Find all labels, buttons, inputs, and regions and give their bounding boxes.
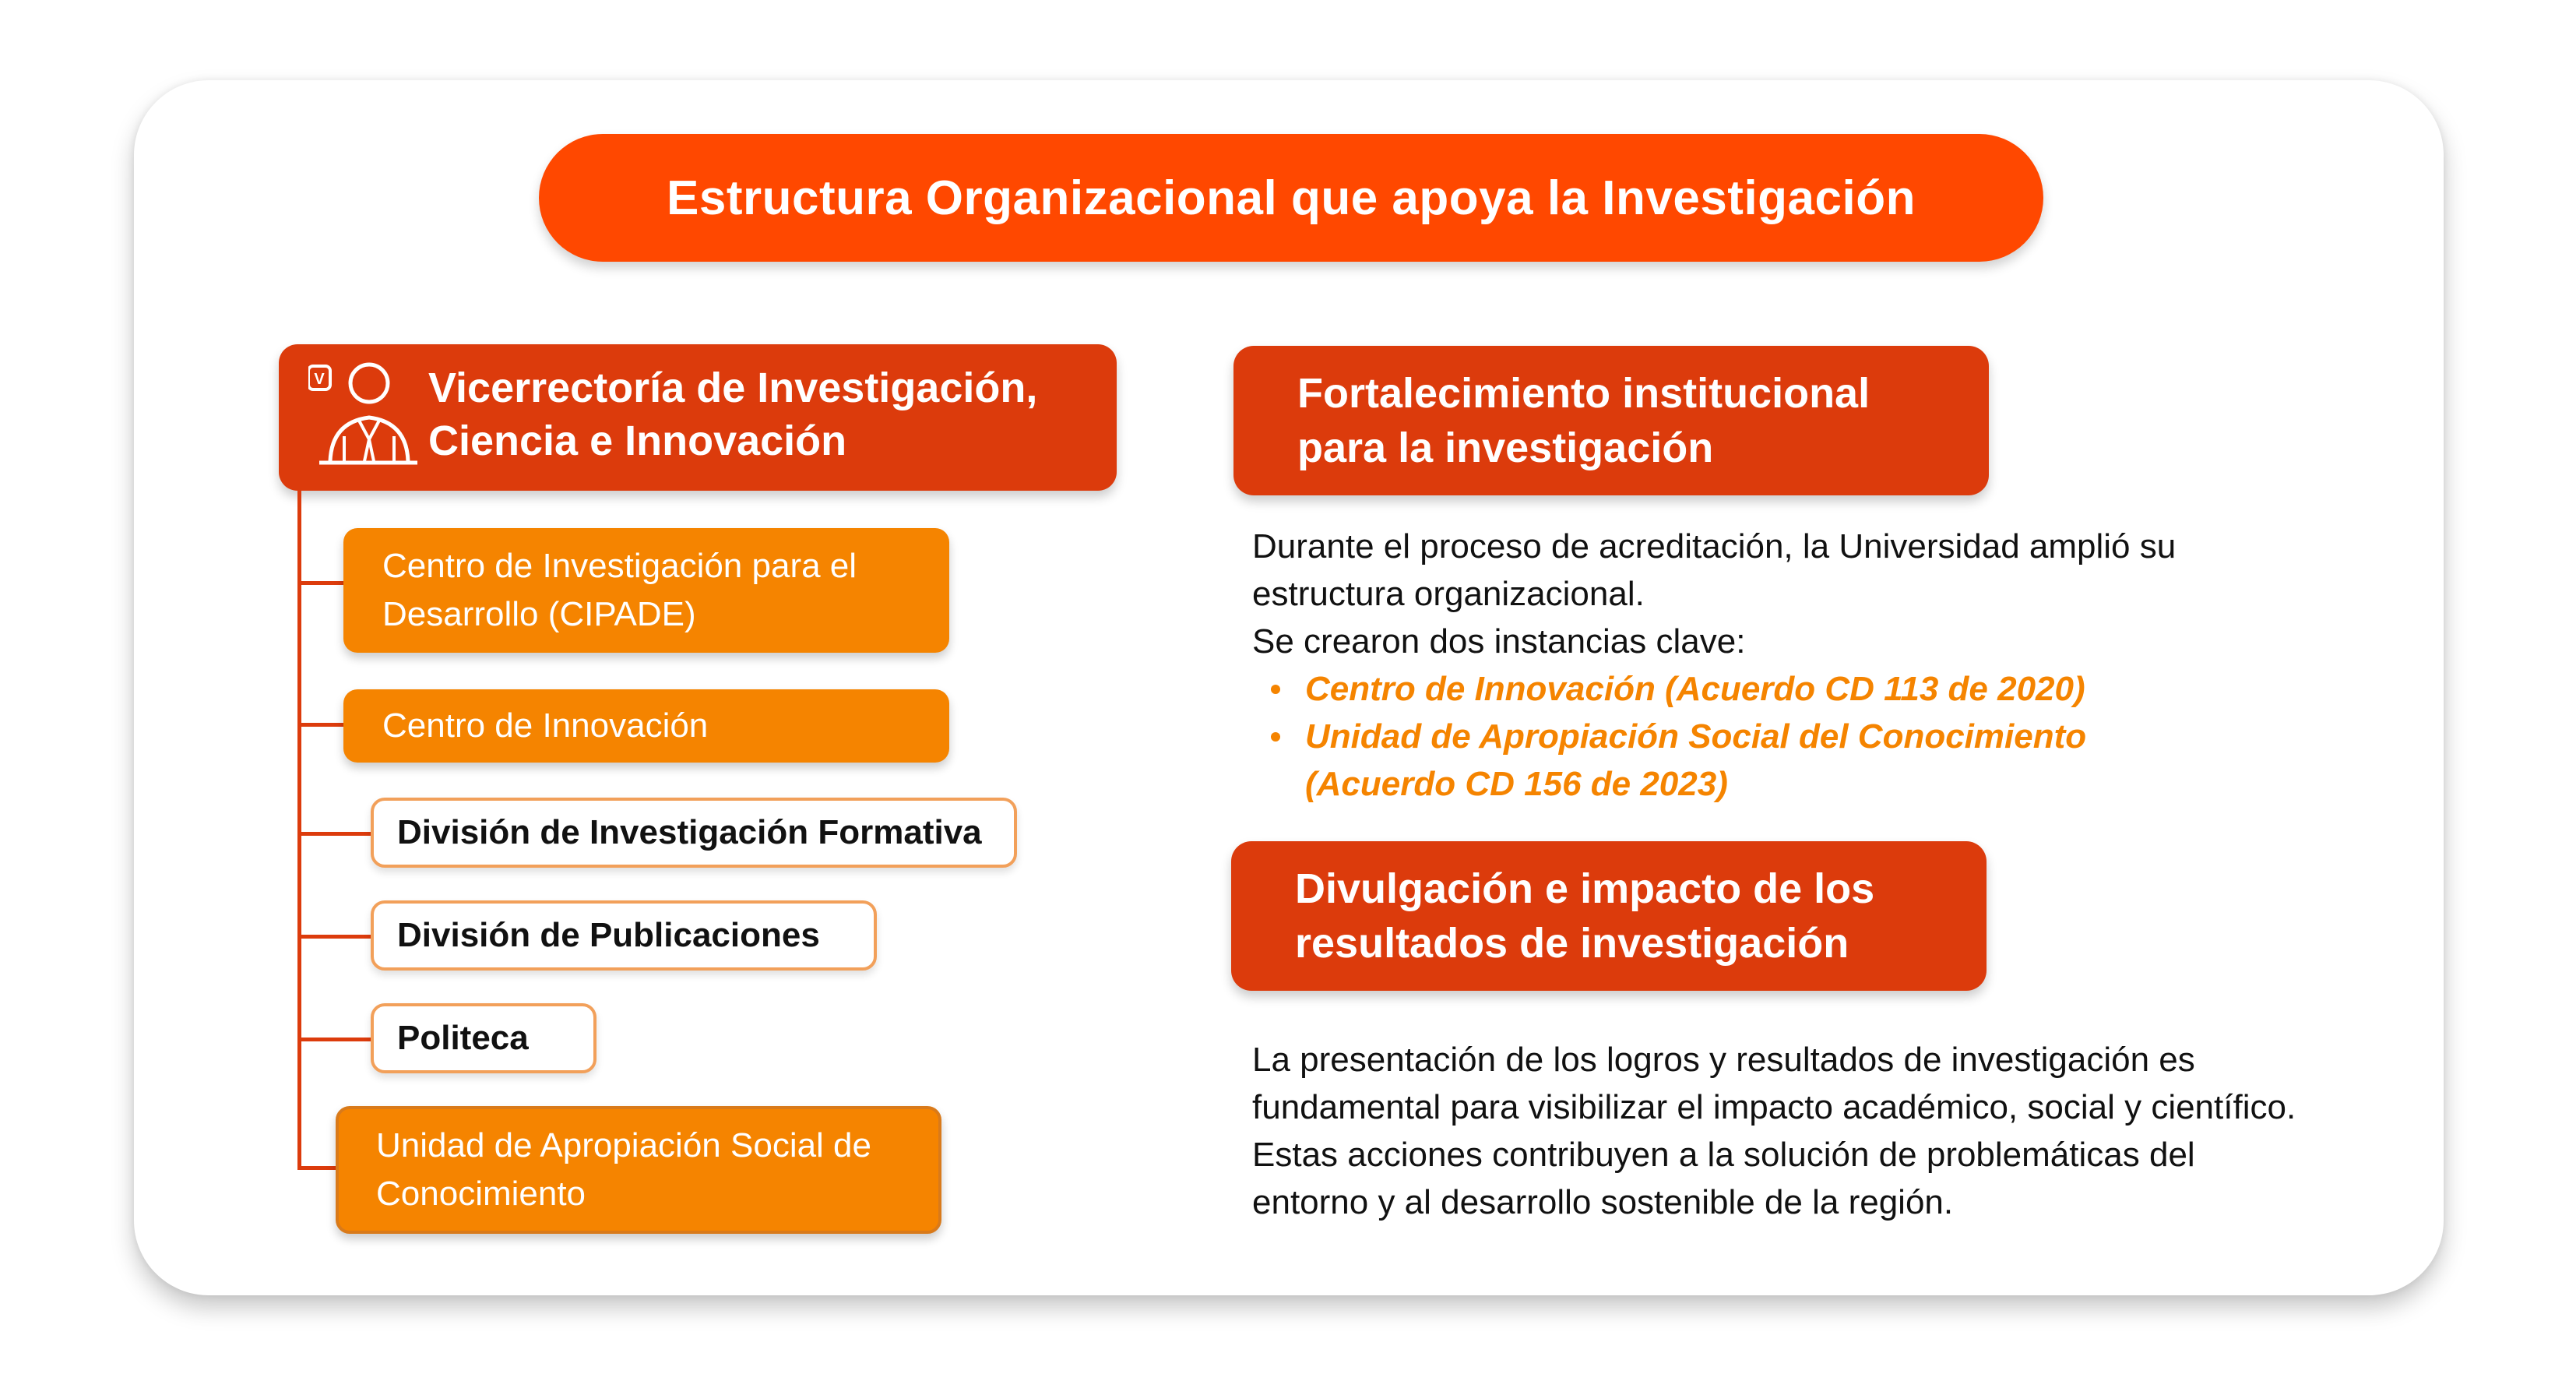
unit-investigacion-formativa: División de Investigación Formativa: [371, 798, 1017, 868]
branch-line: [297, 1038, 371, 1041]
branch-line: [297, 1166, 336, 1170]
vicerrectoria-title: Vicerrectoría de Investigación, Ciencia e Innovación: [428, 365, 1038, 464]
title-banner: [539, 134, 2043, 262]
unit-centro-innovacion: Centro de Innovación: [343, 689, 949, 763]
unit-publicaciones: División de Publicaciones: [371, 900, 877, 971]
unit-apropiacion-social: Unidad de Apropiación Social de Conocimiento: [336, 1106, 941, 1234]
divulgacion-heading: Divulgación e impacto de los resultados de investigación: [1231, 841, 1987, 991]
bullet-dot: [1271, 685, 1280, 694]
svg-text:V: V: [314, 371, 325, 388]
unit-cipade: Centro de Investigación para el Desarrollo (CIPADE): [343, 528, 949, 653]
branch-line: [297, 581, 344, 585]
fortalecimiento-heading: Fortalecimiento institucional para la investigación: [1233, 346, 1989, 495]
page-title: Estructura Organizacional que apoya la Investigación: [666, 171, 1916, 225]
bullet-dot: [1271, 732, 1280, 742]
branch-line: [297, 935, 371, 939]
person-badge-icon: [308, 361, 417, 478]
tree-trunk-line: [297, 491, 301, 1168]
instancias-list: [1252, 665, 2381, 808]
branch-line: [297, 723, 344, 727]
branch-line: [297, 832, 371, 836]
list-item: Unidad de Apropiación Social del Conocimiento (Acuerdo CD 156 de 2023): [1252, 713, 2381, 808]
unit-politeca: Politeca: [371, 1003, 596, 1073]
vicerrectoria-box: [279, 344, 1117, 491]
divulgacion-text: La presentación de los logros y resultados de investigación es fundamental para visibilizar el impacto académico, social y científico. Estas acciones contribuyen a la solución de problemáticas del entorno y al desarrollo sostenible de la región.: [1252, 1041, 2296, 1221]
fortalecimiento-text: Durante el proceso de acreditación, la Universidad amplió su estructura organizacional. Se crearon dos instancias clave: Centro de Innovación (Acuerdo CD 113 de 2020) Unidad de Apropiación Social del Conocimiento (Acuerdo CD 156 de 2023): [1252, 523, 2381, 808]
list-item: Centro de Innovación (Acuerdo CD 113 de 2020): [1252, 665, 2381, 713]
